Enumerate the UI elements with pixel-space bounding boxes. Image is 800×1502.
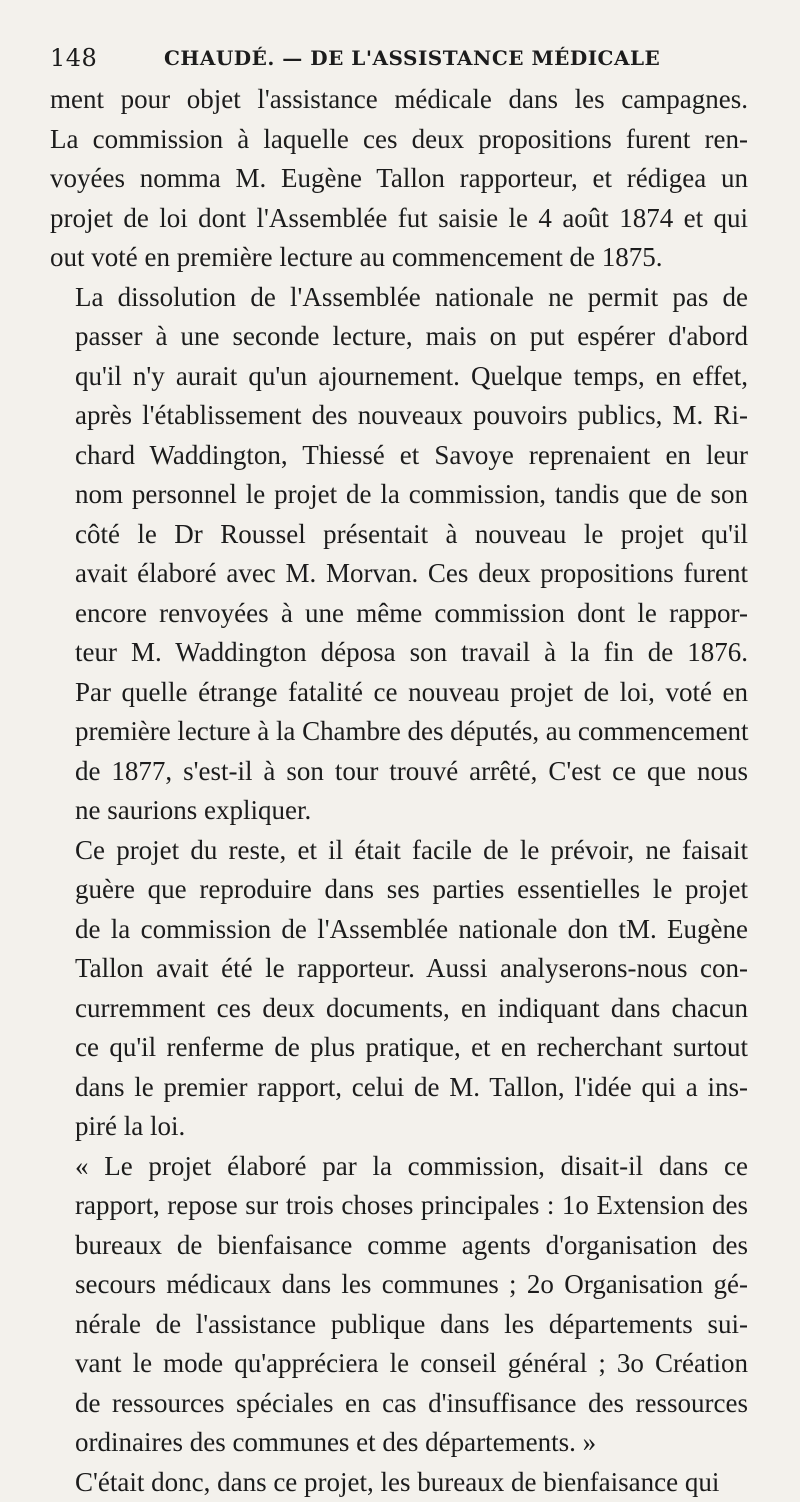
text-line: première lecture à la Chambre des députés, au commencement (50, 712, 748, 752)
text-line: voyées nomma M. Eugène Tallon rapporteur, et rédigea un (50, 159, 748, 199)
running-title: CHAUDÉ. — DE L'ASSISTANCE MÉDICALE (164, 46, 660, 70)
text-line: de ressources spéciales en cas d'insuffisance des ressources (50, 1384, 748, 1424)
page-number: 148 (50, 44, 97, 72)
paragraph (50, 278, 748, 831)
text-line: ordinaires des communes et des départements. » (50, 1423, 748, 1463)
text-line: ne saurions expliquer. (50, 791, 748, 831)
text-line: de la commission de l'Assemblée nationale don tM. Eugène (50, 910, 748, 950)
text-line: avait élaboré avec M. Morvan. Ces deux propositions furent (50, 554, 748, 594)
text-line: C'était donc, dans ce projet, les bureaux de bienfaisance qui (50, 1463, 748, 1502)
text-line: secours médicaux dans les communes ; 2o Organisation gé- (50, 1265, 748, 1305)
text-line: nérale de l'assistance publique dans les départements sui- (50, 1305, 748, 1345)
text-line: vant le mode qu'appréciera le conseil général ; 3o Création (50, 1344, 748, 1384)
text-line: teur M. Waddington déposa son travail à la fin de 1876. (50, 633, 748, 673)
text-line: rapport, repose sur trois choses principales : 1o Extension des (50, 1186, 748, 1226)
text-line: Tallon avait été le rapporteur. Aussi analyserons-nous con- (50, 949, 748, 989)
text-line: ce qu'il renferme de plus pratique, et en recherchant surtout (50, 1028, 748, 1068)
paragraph (50, 1147, 748, 1463)
text-line: bureaux de bienfaisance comme agents d'organisation des (50, 1226, 748, 1266)
body-text (50, 80, 748, 1502)
text-line: dans le premier rapport, celui de M. Tallon, l'idée qui a ins- (50, 1068, 748, 1108)
text-line: encore renvoyées à une même commission dont le rappor- (50, 594, 748, 634)
text-line: guère que reproduire dans ses parties essentielles le projet (50, 870, 748, 910)
text-line: La commission à laquelle ces deux propositions furent ren- (50, 120, 748, 160)
text-line: Ce projet du reste, et il était facile de le prévoir, ne faisait (50, 831, 748, 871)
text-line: passer à une seconde lecture, mais on put espérer d'abord (50, 317, 748, 357)
page-header (50, 34, 748, 80)
text-line: « Le projet élaboré par la commission, disait-il dans ce (50, 1147, 748, 1187)
text-line: piré la loi. (50, 1107, 748, 1147)
text-line: out voté en première lecture au commencement de 1875. (50, 238, 748, 278)
text-line: ment pour objet l'assistance médicale dans les campagnes. (50, 80, 748, 120)
text-line: nom personnel le projet de la commission, tandis que de son (50, 475, 748, 515)
text-line: chard Waddington, Thiessé et Savoye reprenaient en leur (50, 436, 748, 476)
text-line: côté le Dr Roussel présentait à nouveau le projet qu'il (50, 515, 748, 555)
text-line: projet de loi dont l'Assemblée fut saisie le 4 août 1874 et qui (50, 199, 748, 239)
paragraph (50, 80, 748, 278)
text-line: Par quelle étrange fatalité ce nouveau projet de loi, voté en (50, 673, 748, 713)
paragraph (50, 1463, 748, 1502)
paragraph (50, 831, 748, 1147)
text-line: qu'il n'y aurait qu'un ajournement. Quelque temps, en effet, (50, 357, 748, 397)
text-line: de 1877, s'est-il à son tour trouvé arrêté, C'est ce que nous (50, 752, 748, 792)
text-line: La dissolution de l'Assemblée nationale ne permit pas de (50, 278, 748, 318)
text-line: curremment ces deux documents, en indiquant dans chacun (50, 989, 748, 1029)
text-line: après l'établissement des nouveaux pouvoirs publics, M. Ri- (50, 396, 748, 436)
